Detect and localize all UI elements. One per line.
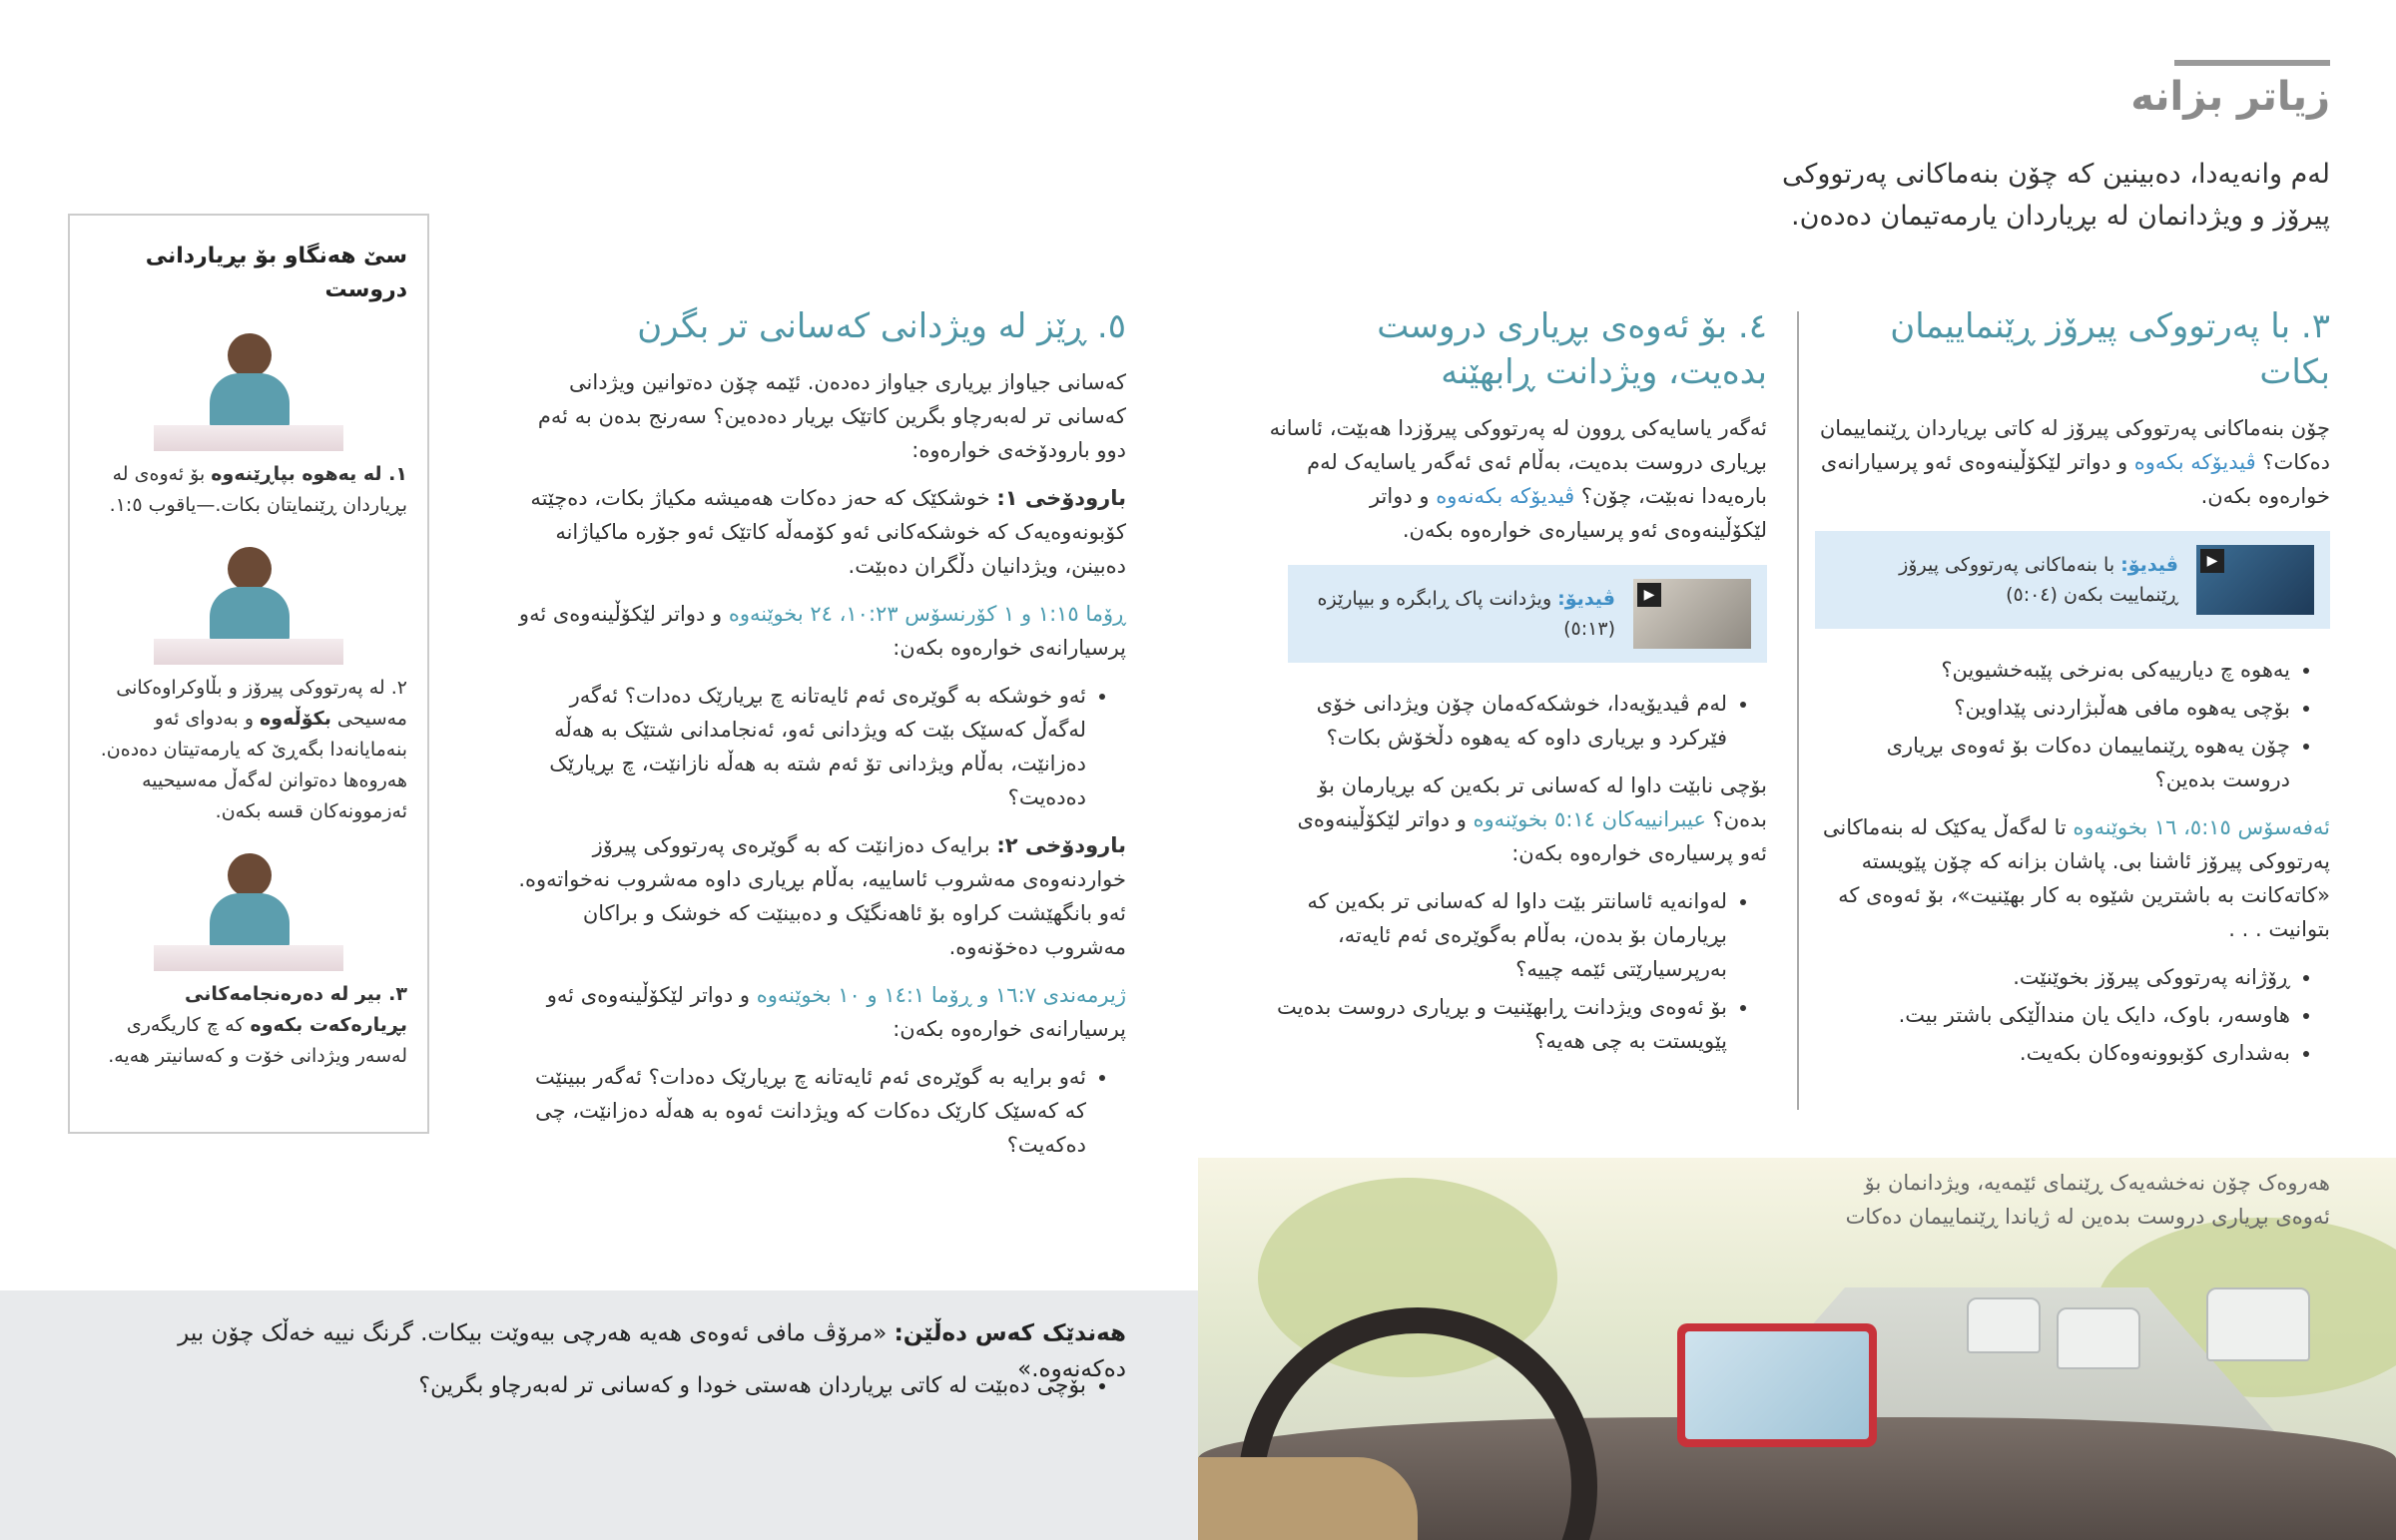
situation-label: بارودۆخی ٢: [996,833,1126,857]
body-shape [210,373,290,429]
text: ئەگەر یاسایەکی ڕوون لە پەرتووکی پیرۆزدا هەبێت، ئاسانە بڕیاری دروست بدەیت، بەڵام ئەی ئەگەر یاسایەک لەم بارەیەدا نەبێت، چۆن؟ [1269,416,1767,508]
step-label: ٣. بیر لە دەرەنجامەکانی بڕیارەکەت بکەوە [185,983,407,1036]
section-4-paragraph-2 [1268,769,1767,870]
text: و دواتر لێکۆڵینەوەی ئەو پرسیارانەی خوارەوە بکەن: [546,983,1126,1041]
text: چۆن بنەماکانی پەرتووکی پیرۆز لە کاتی بڕیاردان ڕێنماییمان دەکات؟ [1819,416,2330,474]
list-item: • بەشداری کۆبوونەوەکان بکەیت. [1815,1036,2290,1070]
list-item: • ڕۆژانە پەرتووکی پیرۆز بخوێنێت. [1815,960,2290,994]
step-2 [90,673,407,827]
praying-woman-illustration [154,333,343,451]
text: کە چ کاریگەری لەسەر ویژدانی خۆت و کەسانیتر هەیە. [108,1014,407,1067]
scripture-link[interactable]: عیبرانییەکان ٥:١٤ بخوێنەوە [1473,807,1706,831]
head-shape [228,547,272,591]
people-say-quote: «مرۆڤ مافی ئەوەی هەیە هەرچی بیەوێت بیکات. گرنگ نییە خەڵک چۆن بیر دەکەنەوە.» [178,1320,1126,1382]
step-3 [90,979,407,1072]
text: خوشکێک کە حەز دەکات هەمیشە مکیاژ بکات، دەچێتە کۆبونەوەیەک کە خوشکەکانی ئەو کۆمەڵە کاتێک ئەو جۆرە ماکیاژانە دەبینن، ویژدانیان دڵگران دەبێت. [530,486,1126,578]
arm-shape [1198,1457,1418,1540]
section-4-heading: ٤. بۆ ئەوەی بڕیاری دروست بدەیت، ویژدانت ڕابهێنە [1377,306,1767,392]
video-name: با بنەماکانی پەرتووکی پیرۆز ڕێنماییت بکەن (٥:٠٤) [1899,554,2178,606]
list-item: • لەم ڤیدیۆیەدا، خوشکەکەمان چۆن ویژدانی خۆی فێرکرد و بڕیاری داوە کە یەهوە دڵخۆش بکات؟ [1268,687,1727,755]
illustration-caption: هەروەک چۆن نەخشەیەک ڕێنمای ئێمەیە، ویژدانمان بۆ ئەوەی بڕیاری دروست بدەین لە ژیاندا ڕێنماییمان دەکات [1845,1171,2330,1229]
video-name: ویژدانت پاک ڕابگرە و بیپارێزە (٥:١٣) [1317,588,1615,640]
map-screen-shape [1685,1331,1869,1439]
question-list [110,1369,1126,1403]
body-shape [210,587,290,643]
people-say-question [110,1369,1126,1403]
scripture-link[interactable]: ڕۆما ١:١٥ و ١ کۆرنسۆس ١٠:٢٣، ٢٤ بخوێنەوە [728,602,1126,626]
text: بۆ ئەوەی لە بڕیاردان ڕێنمایتان بکات.—یاقوب ١:٥. [109,463,407,516]
text: و دواتر لێکۆڵینەوەی ئەو پرسیارانەی خوارەوە بکەن. [1820,450,2330,508]
video-card[interactable] [1288,565,1767,663]
question-list [1268,687,1767,755]
list-item: • چۆن یەهوە ڕێنماییمان دەکات بۆ ئەوەی بڕیاری دروست بدەین؟ [1815,729,2290,796]
body-shape [210,893,290,949]
play-icon[interactable]: ▶ [2200,549,2224,573]
section-3 [1815,303,2330,1084]
text: ٢. لە پەرتووکی پیرۆز و بڵاوکراوەکانی مەسیحی [116,677,407,730]
step-1 [90,459,407,521]
section-3-paragraph [1815,411,2330,513]
section-5-intro: کەسانی جیاواز بڕیاری جیاواز دەدەن. ئێمە چۆن دەتوانین ویژدانی کەسانی تر لەبەرچاو بگرین کاتێک بڕیار دەدەین؟ سەرنج بدەن بە ئەم دوو بارودۆخەی خوارەوە: [537,370,1126,462]
situation-label: بارودۆخی ١: [996,486,1126,510]
play-icon[interactable]: ▶ [1637,583,1661,607]
video-title [1304,584,1615,644]
head-shape [228,853,272,897]
video-label: ڤیدیۆ: [2120,554,2178,576]
video-title [1831,550,2178,610]
car-shape [2206,1287,2310,1361]
list-item: • ئەو خوشکە بە گوێرەی ئەم ئایەتانە چ بڕیارێک دەدات؟ ئەگەر لەگەڵ کەسێک بێت کە ویژدانی ئەو، ئەنجامدانی شتێک بە هەڵە دەزانێت، بەڵام ویژدانی تۆ ئەم شتە بە هەڵە نازانێت، چ بڕیارێک دەدەیت؟ [515,679,1086,814]
text: بۆچی نابێت داوا لە کەسانی تر بکەین کە بڕیارمان بۆ بدەن؟ [1318,773,1767,831]
scripture-link[interactable]: ئەفەسۆس ٥:١٥، ١٦ بخوێنەوە [2073,815,2330,839]
video-thumbnail[interactable] [2196,545,2314,615]
question-list [1815,653,2330,796]
situation-1-reading [515,597,1126,665]
list-item: • لەوانەیە ئاسانتر بێت داوا لە کەسانی تر بکەین کە بڕیارمان بۆ بدەن، بەڵام بەگوێرەی ئەم ئایەتە، بەرپرسیارێتی ئێمە چییە؟ [1268,884,1727,986]
question-list-2 [515,1060,1126,1162]
video-card[interactable] [1815,531,2330,629]
step-bold: بکۆڵەوە [260,708,331,730]
situation-2 [515,828,1126,964]
page-title: زیاتر بزانە [2130,74,2330,120]
text: تا لەگەڵ یەکێک لە بنەماکانی پەرتووکی پیرۆز ئاشنا بی. پاشان بزانە کە چۆن پێویستە «کاتەکانت بە باشترین شێوە بە کار بهێنیت»، بۆ ئەوەی کە بتوانیت . . . [1822,815,2330,941]
phone-shape [1677,1323,1877,1447]
section-5-heading: ٥. ڕێز لە ویژدانی کەسانی تر بگرن [637,306,1126,346]
question-list [515,679,1126,814]
list-item: • بۆچی دەبێت لە کاتی بڕیاردان هەستی خودا و کەسانی تر لەبەرچاو بگرین؟ [110,1369,1086,1403]
section-5 [515,303,1126,1176]
desk-shape [154,945,343,971]
steps-box [68,214,429,1134]
section-4-paragraph [1268,411,1767,547]
bullet-list [1815,960,2330,1070]
text: و دواتر لێکۆڵینەوەی ئەو پرسیارەی خوارەوە بکەن. [1369,484,1767,542]
car-shape [1967,1297,2041,1353]
desk-shape [154,425,343,451]
column-divider [1797,311,1799,1110]
list-item: • بۆ ئەوەی ویژدانت ڕابهێنیت و بڕیاری دروست بدەیت پێویستت بە چی هەیە؟ [1268,990,1727,1058]
list-item: • ئەو برایە بە گوێرەی ئەم ئایەتانە چ بڕیارێک دەدات؟ ئەگەر ببینێت کە کەسێک کارێک دەکات کە ویژدانت ئەوە بە هەڵە دەزانێت، چی دەکەیت؟ [515,1060,1086,1162]
section-3-paragraph-2 [1815,810,2330,946]
heading-rule [2174,60,2330,66]
play-video-link[interactable]: ڤیدیۆکە بکەنەوە [1436,484,1575,508]
steps-box-title: سێ هەنگاو بۆ بڕیاردانی دروست [145,244,407,302]
thinking-woman-illustration [154,853,343,971]
list-item: • یەهوە چ دیارییەکی بەنرخی پێبەخشیوین؟ [1815,653,2290,687]
list-item: • بۆچی یەهوە مافی هەڵبژاردنی پێداوین؟ [1815,691,2290,725]
studying-woman-illustration [154,547,343,665]
text: و بەدوای ئەو بنەمایانەدا بگەڕێ کە یارمەتیتان دەدەن. هەروەها دەتوانن لەگەڵ مەسیحییە ئەزموونەکان قسە بکەن. [100,708,407,822]
situation-2-reading [515,978,1126,1046]
head-shape [228,333,272,377]
scripture-link[interactable]: ژیرمەندی ١٦:٧ و ڕۆما ١٤:١ و ١٠ بخوێنەوە [756,983,1126,1007]
question-list-2 [1268,884,1767,1058]
video-label: ڤیدیۆ: [1557,588,1615,610]
people-say-label: هەندێک کەس دەڵێن: [894,1320,1126,1346]
situation-1 [515,481,1126,583]
text: برایەک دەزانێت کە بە گوێرەی پەرتووکی پیرۆز خواردنەوەی مەشروب ئاساییە، بەڵام بڕیاری داوە مەشروب نەخواتەوە. ئەو بانگهێشت کراوە بۆ ئاهەنگێک و دەبینێت کە خوشک و براکان مەشروب دەخۆنەوە. [518,833,1126,959]
video-thumbnail[interactable] [1633,579,1751,649]
intro-paragraph: لەم وانەیەدا، دەبینین کە چۆن بنەماکانی پەرتووکی پیرۆز و ویژدانمان لە بڕیاردان یارمەتیمان دەدەن. [1782,159,2330,232]
section-4 [1268,303,1767,1072]
play-video-link[interactable]: ڤیدیۆکە بکەوە [2133,450,2256,474]
list-item: • هاوسەر، باوک، دایک یان منداڵێکی باشتر بیت. [1815,998,2290,1032]
text: و دواتر لێکۆڵینەوەی ئەو پرسیارانەی خوارەوە بکەن: [518,602,1126,660]
text: و دواتر لێکۆڵینەوەی ئەو پرسیارەی خوارەوە بکەن: [1297,807,1767,865]
step-label: ١. لە یەهوە بپاڕێنەوە [211,463,407,485]
car-shape [2057,1307,2140,1369]
section-3-heading: ٣. با پەرتووکی پیرۆز ڕێنماییمان بکات [1890,306,2330,392]
desk-shape [154,639,343,665]
